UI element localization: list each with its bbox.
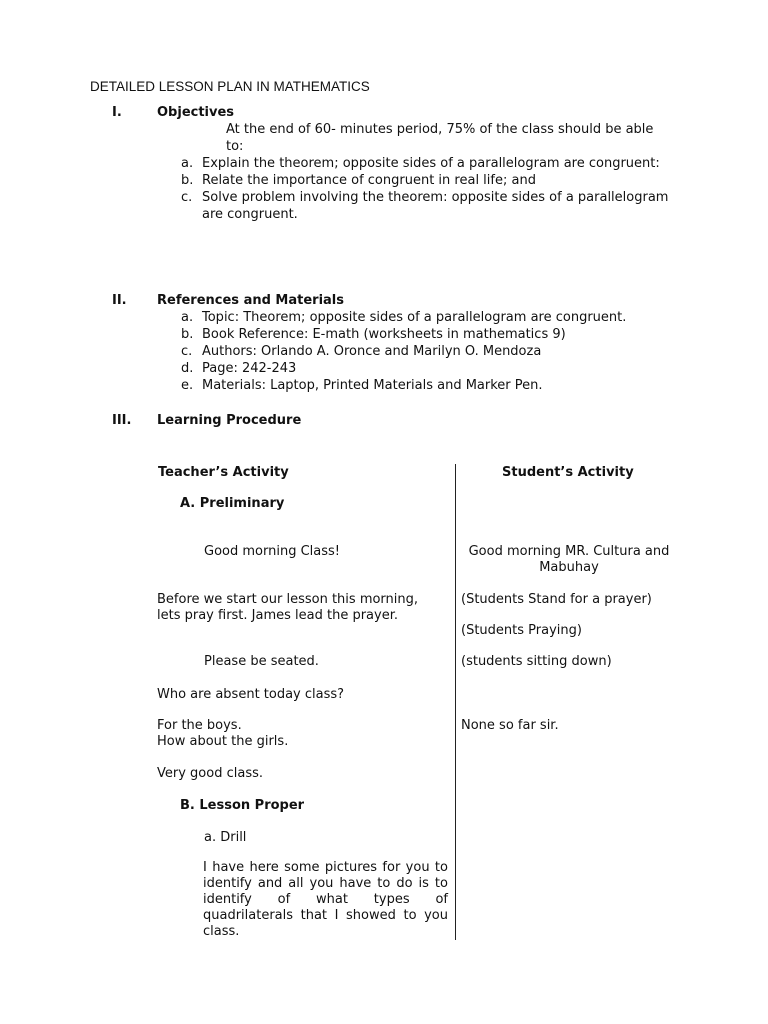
section-numeral-procedure: III.	[112, 413, 132, 428]
teacher-boys: For the boys.	[157, 718, 242, 733]
reference-item: Authors: Orlando A. Oronce and Marilyn O. Mendoza	[202, 344, 542, 359]
reference-marker: b.	[181, 327, 194, 342]
objective-marker: a.	[181, 156, 194, 171]
objective-marker: c.	[181, 190, 193, 205]
reference-marker: a.	[181, 310, 194, 325]
reference-marker: d.	[181, 361, 194, 376]
reference-item: Page: 242-243	[202, 361, 297, 376]
reference-item: Book Reference: E-math (worksheets in mathematics 9)	[202, 327, 566, 342]
section-numeral-references: II.	[112, 293, 127, 308]
student-stand: (Students Stand for a prayer)	[461, 592, 652, 607]
teacher-greeting: Good morning Class!	[204, 544, 340, 559]
student-none: None so far sir.	[461, 718, 559, 733]
objective-item: Solve problem involving the theorem: opposite sides of a parallelogram	[202, 190, 669, 205]
reference-marker: c.	[181, 344, 193, 359]
student-activity-header: Student’s Activity	[502, 465, 634, 480]
objectives-intro-cont: to:	[226, 139, 244, 154]
objective-item: Relate the importance of congruent in real life; and	[202, 173, 536, 188]
section-numeral-objectives: I.	[112, 105, 122, 120]
objective-item-cont: are congruent.	[202, 207, 298, 222]
objectives-intro: At the end of 60- minutes period, 75% of the class should be able	[226, 122, 654, 137]
student-greeting-cont: Mabuhay	[539, 560, 599, 575]
objective-marker: b.	[181, 173, 194, 188]
section-heading-objectives: Objectives	[157, 105, 235, 120]
preliminary-heading: A. Preliminary	[180, 496, 285, 511]
teacher-activity-header: Teacher’s Activity	[158, 465, 289, 480]
reference-item: Materials: Laptop, Printed Materials and Marker Pen.	[202, 378, 543, 393]
student-sitting: (students sitting down)	[461, 654, 612, 669]
teacher-very-good: Very good class.	[157, 766, 263, 781]
reference-item: Topic: Theorem; opposite sides of a parallelogram are congruent.	[202, 310, 627, 325]
teacher-seated: Please be seated.	[204, 654, 319, 669]
section-heading-references: References and Materials	[157, 293, 345, 308]
reference-marker: e.	[181, 378, 194, 393]
teacher-absent-question: Who are absent today class?	[157, 687, 345, 702]
drill-paragraph: I have here some pictures for you to identify and all you have to do is to identify of what types of quadrilaterals that I showed to you class.	[203, 860, 448, 939]
column-divider	[455, 464, 456, 940]
drill-heading: a. Drill	[204, 830, 247, 845]
teacher-prayer-line: Before we start our lesson this morning,	[157, 592, 419, 607]
student-praying: (Students Praying)	[461, 623, 582, 638]
teacher-girls: How about the girls.	[157, 734, 289, 749]
student-greeting: Good morning MR. Cultura and	[468, 544, 670, 559]
document-title: DETAILED LESSON PLAN IN MATHEMATICS	[90, 79, 370, 94]
lesson-proper-heading: B. Lesson Proper	[180, 798, 305, 813]
section-heading-procedure: Learning Procedure	[157, 413, 302, 428]
objective-item: Explain the theorem; opposite sides of a parallelogram are congruent:	[202, 156, 660, 171]
teacher-prayer-line-cont: lets pray first. James lead the prayer.	[157, 608, 399, 623]
